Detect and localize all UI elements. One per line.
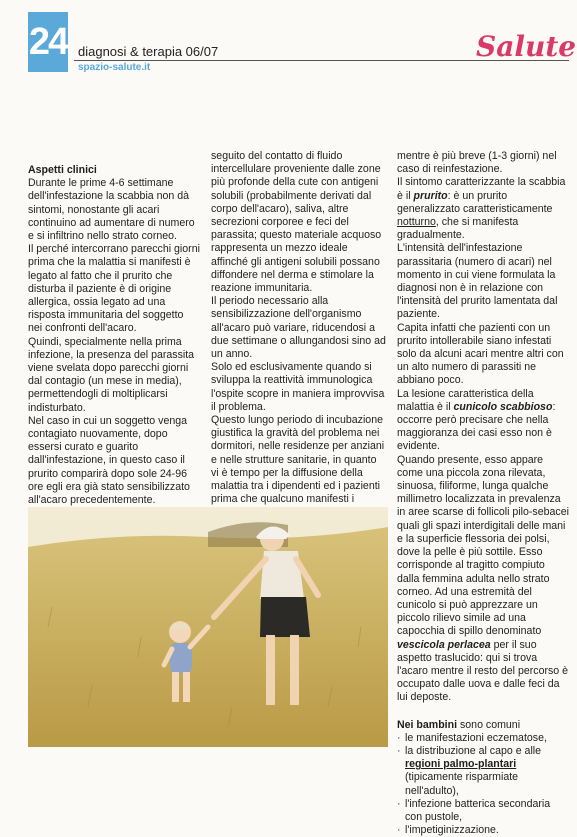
paragraph: Durante le prime 4-6 settimane dell'infestazione la scabbia non dà sintomi, nonostante gli acari continuino ad aumentare di numero e si infiltrino nello strato corneo. — [28, 177, 195, 243]
paragraph — [397, 454, 569, 705]
text: Il sintomo caratterizzante la scabbia è il — [397, 176, 566, 202]
paragraph: Il periodo necessario alla sensibilizzazione dell'organismo all'acaro può variare, riducendosi a due settimane o allungandosi sino ad un anno. — [211, 295, 386, 361]
text: , che si manifesta gradualmente. — [397, 216, 519, 242]
paragraph: seguito del contatto di fluido intercellulare proveniente dalle zone più profonde della cute con antigeni solubili (probabilmente derivati dal corpo dell'acaro), saliva, altre secrezioni corporee e feci del parassita; questo materiale acquoso rappresenta un mezzo ideale affinché gli antigeni solubili possano diffondere nel derma e stimolare la reazione immunitaria. — [211, 150, 382, 295]
text: la distribuzione al capo e alle — [405, 744, 542, 757]
list-item: · l'impetiginizzazione. — [397, 824, 569, 837]
paragraph — [397, 719, 569, 732]
paragraph — [397, 388, 569, 454]
paragraph: Capita infatti che pazienti con un prurito intollerabile siano infestati solo da alcuni acari mentre altri con un alto numero di parassiti ne abbiano poco. — [397, 321, 564, 387]
text: Quando presente, esso appare come una piccola zona rilevata, sinuosa, filiforme, lunga qualche millimetro localizzata in prevalenza in aree scarse di follicoli pilo-sebacei quali gli spazi interdigitali delle mani e la superficie flessoria dei polsi, dove la pelle è più sottile. Esso corrisponde al tragitto compiuto dalla femmina adulta nello strato corneo. Ad una estremità del cunicolo si può apprezzare un piccolo rilievo simile ad una capocchia di spillo denominato — [397, 453, 569, 638]
column-3 — [397, 150, 569, 837]
paragraph: L'intensità dell'infestazione parassitaria (numero di acari) nel momento in cui viene formulata la diagnosi non è in relazione con l'intensità del prurito lamentata dal paziente. — [397, 242, 558, 321]
paragraph: Il perché intercorrano parecchi giorni prima che la malattia si manifesti è legato al fatto che il prurito che disturba il paziente è di origine allergica, ossia legato ad una risposta immunitaria del soggetto nei confronti dell'acaro. — [28, 243, 200, 335]
text: sono comuni — [457, 718, 521, 731]
site-link[interactable]: spazio-salute.it — [78, 62, 151, 73]
section-logo: Salute — [476, 30, 577, 63]
issue-headline: diagnosi & terapia 06/07 — [78, 44, 219, 59]
list-item: · l'infezione batterica secondaria con pustole, — [397, 798, 569, 824]
text: (tipicamente risparmiate nell'adulto), — [405, 771, 519, 797]
paragraph: Questo lungo periodo di incubazione giustifica la gravità del problema nei dormitori, nelle residenze per anziani e nelle strutture sanitarie, in quanto vi è tempo per la diffusione della malattia tra i dipendenti ed i pazienti prima che qualcuno manifesti i — [211, 414, 385, 506]
paragraph: Solo ed esclusivamente quando si sviluppa la reattività immunologica l'ospite scopre in maniera improvvisa il problema. — [211, 361, 385, 413]
term-vescicola: vescicola perlacea — [397, 638, 491, 651]
list-item: · le manifestazioni eczematose, — [397, 732, 569, 745]
mother-child-photo — [28, 507, 388, 747]
symptom-list — [397, 732, 569, 837]
paragraph: Quindi, specialmente nella prima infezione, la presenza del parassita viene svelata dopo parecchi giorni dal contagio (un mese in media), permettendogli di moltiplicarsi indisturbato. — [28, 335, 195, 414]
term-cunicolo: cunicolo scabbioso — [453, 400, 553, 413]
paragraph — [397, 176, 569, 242]
list-item — [397, 745, 569, 798]
section-heading: Aspetti clinici — [28, 164, 97, 176]
term-notturno: notturno — [397, 216, 436, 229]
text: per il suo aspetto traslucido: qui si trova l'acaro mentre il resto del percorso è occupato dalle uova e dalle feci da lui deposte. — [397, 638, 569, 704]
page-number: 24 — [28, 12, 68, 72]
text: La lesione caratteristica della malattia è il — [397, 387, 534, 413]
term-bambini: Nei bambini — [397, 718, 458, 731]
term-palmo-plantari: regioni palmo-plantari — [405, 758, 517, 771]
column-1 — [28, 164, 200, 547]
text: : occorre però precisare che nella maggioranza dei casi esso non è evidente. — [397, 400, 556, 453]
text: : è un prurito generalizzato caratteristicamente — [397, 189, 553, 215]
column-2 — [211, 150, 386, 546]
term-prurito: prurito — [413, 189, 448, 202]
paragraph: mentre è più breve (1-3 giorni) nel caso di reinfestazione. — [397, 150, 557, 176]
paragraph: Nel caso in cui un soggetto venga contagiato nuovamente, dopo essersi curato e guarito dall'infestazione, in questo caso il prurito comparirà dopo sole 24-96 ore egli era già stato sensibilizzato all'acaro precedentemente. — [28, 414, 190, 507]
